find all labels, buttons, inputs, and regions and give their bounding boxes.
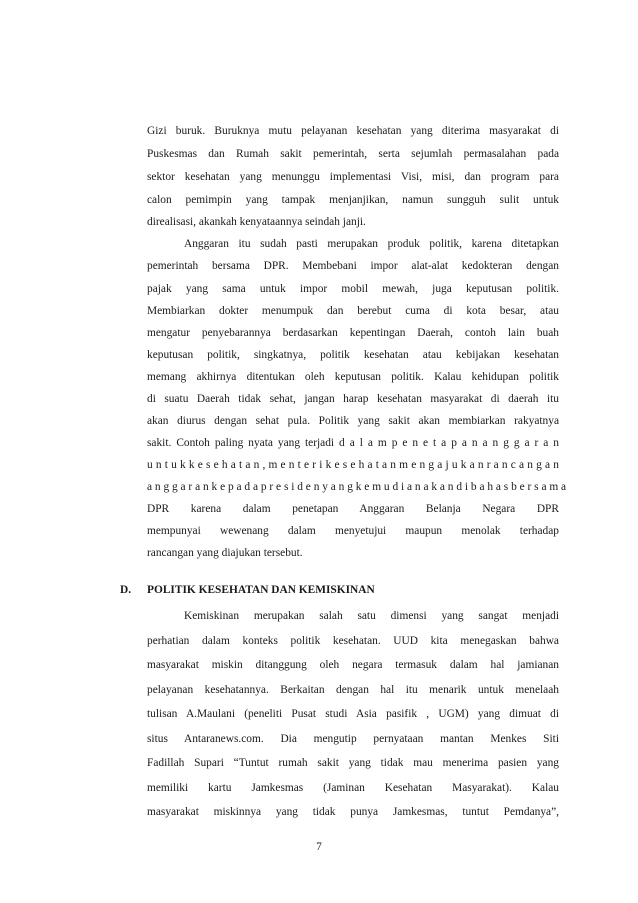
paragraph-line: situs Antaranews.com. Dia mengutip pernyataan mantan Menkes Siti (147, 733, 559, 745)
paragraph-line: perhatian dalam konteks politik kesehatan. UUD kita menegaskan bahwa (147, 635, 559, 647)
paragraph-line: Gizi buruk. Buruknya mutu pelayanan kesehatan yang diterima masyarakat di (147, 125, 559, 137)
paragraph-line: u n t u k k e s e h a t a n , m e n t e r i k e s e h a t a n m e n g a j u k a n r a n c a n g a n (147, 459, 559, 471)
paragraph-line: tulisan A.Maulani (peneliti Pusat studi Asia pasifik , UGM) yang dimuat di (147, 708, 559, 720)
page-number: 7 (316, 841, 322, 853)
paragraph-line: masyarakat miskinnya yang tidak punya Jamkesmas, tuntut Pemdanya”, (147, 806, 559, 818)
paragraph-line: rancangan yang diajukan tersebut. (147, 547, 303, 559)
paragraph-line: pelayanan kesehatannya. Berkaitan dengan hal itu menarik untuk menelaah (147, 684, 559, 696)
paragraph-line: mempunyai wewenang dalam menyetujui maupun menolak terhadap (147, 525, 559, 537)
paragraph-line: Puskesmas dan Rumah sakit pemerintah, serta sejumlah permasalahan pada (147, 148, 559, 160)
paragraph-line: a n g g a r a n k e p a d a p r e s i d e n y a n g k e m u d i a n a k a n d i b a h a s b e r s a m a (147, 481, 567, 493)
paragraph-line: akan diurus dengan sehat pula. Politik yang sakit akan membiarkan rakyatnya (147, 415, 559, 427)
paragraph-line: Kemiskinan merupakan salah satu dimensi yang sangat menjadi (184, 610, 559, 622)
paragraph-line: sakit. Contoh paling nyata yang terjadi d a l a m p e n e t a p a n a n g g a r a n (147, 437, 559, 449)
paragraph-line: keputusan politik, singkatnya, politik kesehatan atau kebijakan kesehatan (147, 349, 559, 361)
paragraph-line: memang akhirnya ditentukan oleh keputusan politik. Kalau kehidupan politik (147, 371, 559, 383)
section-letter: D. (120, 584, 132, 596)
paragraph-line: calon pemimpin yang tampak menjanjikan, namun sungguh sulit untuk (147, 194, 559, 206)
paragraph-line: pajak yang sama untuk impor mobil mewah, juga keputusan politik. (147, 283, 559, 295)
section-heading: POLITIK KESEHATAN DAN KEMISKINAN (147, 584, 375, 596)
paragraph-line: direalisasi, akankah kenyataannya seindah janji. (147, 216, 366, 228)
paragraph-line: mengatur penyebarannya berdasarkan kepentingan Daerah, contoh lain buah (147, 327, 559, 339)
paragraph-line: di suatu Daerah tidak sehat, jangan harap kesehatan masyarakat di daerah itu (147, 393, 559, 405)
paragraph-line: sektor kesehatan yang menunggu implementasi Visi, misi, dan program para (147, 171, 559, 183)
paragraph-line: pemerintah bersama DPR. Membebani impor alat-alat kedokteran dengan (147, 260, 559, 272)
paragraph-line: Membiarkan dokter menumpuk dan berebut cuma di kota besar, atau (147, 305, 559, 317)
paragraph-line: Anggaran itu sudah pasti merupakan produk politik, karena ditetapkan (184, 238, 559, 250)
paragraph-line: masyarakat miskin ditanggung oleh negara termasuk dalam hal jamianan (147, 659, 559, 671)
paragraph-line: Fadillah Supari “Tuntut rumah sakit yang tidak mau menerima pasien yang (147, 757, 559, 769)
paragraph-line: DPR karena dalam penetapan Anggaran Belanja Negara DPR (147, 503, 559, 515)
paragraph-line: memiliki kartu Jamkesmas (Jaminan Kesehatan Masyarakat). Kalau (147, 782, 559, 794)
